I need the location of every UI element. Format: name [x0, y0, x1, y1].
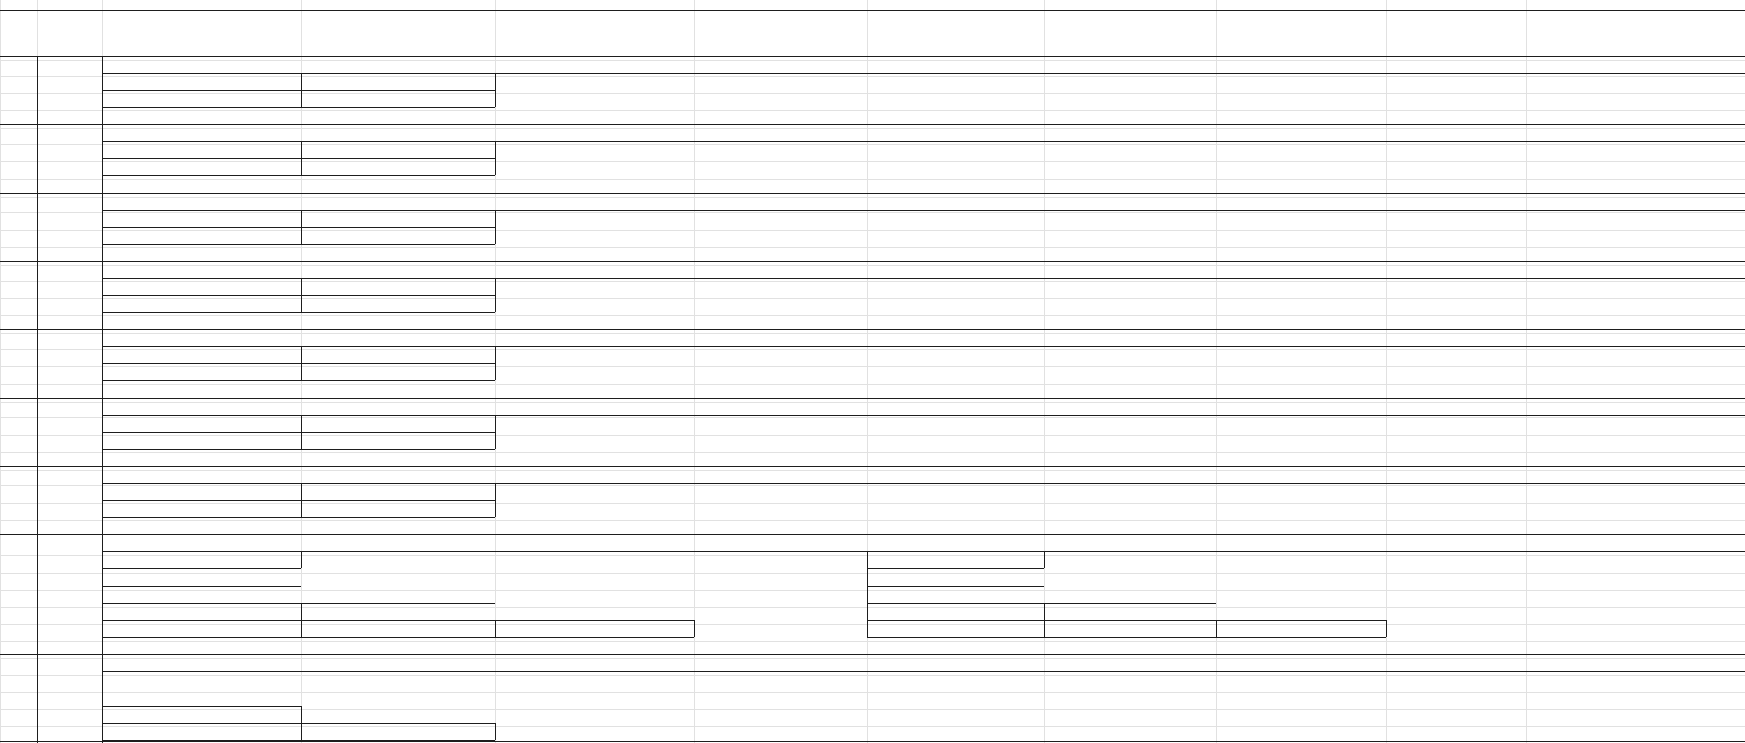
gridline — [0, 179, 1745, 180]
block-border — [0, 329, 1745, 330]
route-name-border — [102, 551, 1745, 552]
block-border — [37, 655, 38, 743]
cell-border — [102, 723, 495, 724]
gridline — [0, 435, 1745, 436]
gridline — [0, 76, 1745, 77]
cell-border — [867, 568, 1044, 569]
tariff-border — [301, 210, 302, 244]
tariff-border — [301, 141, 302, 175]
tariff-border — [301, 483, 302, 517]
block-border — [37, 57, 38, 124]
block-border — [0, 261, 1745, 262]
title-border — [0, 56, 1745, 57]
tariff-border — [301, 73, 302, 107]
tariff-border — [495, 141, 496, 175]
gridline — [0, 384, 1745, 385]
gridline — [0, 417, 1745, 418]
block-border — [37, 194, 38, 261]
gridline — [0, 641, 1745, 642]
route-name-border — [102, 483, 1745, 484]
tariff-border — [102, 90, 495, 91]
block-border — [37, 330, 38, 398]
cell-border — [867, 603, 1216, 604]
cell-border — [102, 637, 694, 638]
cell-border — [1044, 551, 1045, 568]
gridline — [0, 333, 1745, 334]
gridline — [0, 503, 1745, 504]
tariff-border — [495, 210, 496, 244]
cell-border — [495, 723, 496, 740]
tariff-border — [102, 449, 495, 450]
tariff-border — [102, 175, 495, 176]
block-border — [37, 399, 38, 466]
gridline — [0, 265, 1745, 266]
gridline — [0, 624, 1745, 625]
block-border — [37, 467, 38, 534]
tariff-border — [102, 158, 495, 159]
gridline — [0, 675, 1745, 676]
block-border — [0, 124, 1745, 125]
block-border — [102, 330, 103, 398]
cell-border — [102, 586, 301, 587]
cell-border — [301, 706, 302, 740]
tariff-border — [301, 346, 302, 380]
block-border — [37, 262, 38, 329]
gridline — [0, 555, 1745, 556]
gridline — [0, 590, 1745, 591]
cell-border — [102, 568, 301, 569]
route-name-border — [102, 73, 1745, 74]
tariff-border — [495, 483, 496, 517]
gridline — [0, 658, 1745, 659]
route-name-border — [102, 141, 1745, 142]
gridline — [0, 212, 1745, 213]
cell-border — [495, 620, 496, 637]
cell-border — [102, 620, 694, 621]
route-name-border — [102, 210, 1745, 211]
route-name-border — [102, 415, 1745, 416]
gridline — [0, 60, 1745, 61]
title-border — [0, 10, 1745, 11]
tariff-border — [102, 500, 495, 501]
gridline — [1526, 0, 1527, 743]
gridline — [0, 349, 1745, 350]
gridline — [0, 281, 1745, 282]
gridline — [0, 230, 1745, 231]
tariff-border — [102, 107, 495, 108]
block-border — [0, 741, 1745, 742]
cell-border — [1386, 620, 1387, 637]
gridline — [0, 485, 1745, 486]
route-name-border — [102, 671, 1745, 672]
gridline — [0, 93, 1745, 94]
tariff-border — [495, 73, 496, 107]
tariff-border — [102, 517, 495, 518]
gridline — [0, 573, 1745, 574]
cell-border — [867, 637, 1386, 638]
route-name-border — [102, 278, 1745, 279]
cell-border — [694, 620, 695, 637]
block-border — [0, 193, 1745, 194]
cell-border — [867, 551, 868, 637]
tariff-border — [102, 432, 495, 433]
block-border — [102, 125, 103, 193]
cell-border — [1216, 620, 1217, 637]
cell-border — [867, 586, 1044, 587]
gridline — [0, 110, 1745, 111]
gridline — [0, 470, 1745, 471]
cell-border — [102, 603, 495, 604]
tariff-border — [102, 295, 495, 296]
gridline — [0, 452, 1745, 453]
tariff-border — [102, 363, 495, 364]
gridline — [0, 726, 1745, 727]
block-border — [0, 398, 1745, 399]
block-border — [0, 466, 1745, 467]
tariff-border — [495, 278, 496, 312]
gridline — [0, 298, 1745, 299]
gridline — [0, 247, 1745, 248]
gridline — [0, 692, 1745, 693]
block-border — [0, 654, 1745, 655]
gridline — [0, 0, 1, 743]
route-name-border — [102, 346, 1745, 347]
cell-border — [867, 620, 1386, 621]
cell-border — [102, 706, 301, 707]
gridline — [0, 607, 1745, 608]
tariff-border — [301, 278, 302, 312]
tariff-border — [102, 244, 495, 245]
block-border — [102, 655, 103, 743]
block-border — [0, 534, 1745, 535]
gridline — [0, 128, 1745, 129]
tariff-border — [495, 415, 496, 449]
gridline — [0, 366, 1745, 367]
tariff-border — [102, 227, 495, 228]
tariff-border — [102, 312, 495, 313]
gridline — [0, 315, 1745, 316]
cell-border — [301, 551, 302, 568]
gridline — [0, 161, 1745, 162]
block-border — [37, 125, 38, 193]
gridline — [0, 144, 1745, 145]
tariff-border — [301, 415, 302, 449]
tariff-border — [495, 346, 496, 380]
block-border — [37, 535, 38, 654]
gridline — [0, 402, 1745, 403]
tariff-border — [102, 380, 495, 381]
gridline — [0, 709, 1745, 710]
gridline — [0, 520, 1745, 521]
gridline — [0, 197, 1745, 198]
